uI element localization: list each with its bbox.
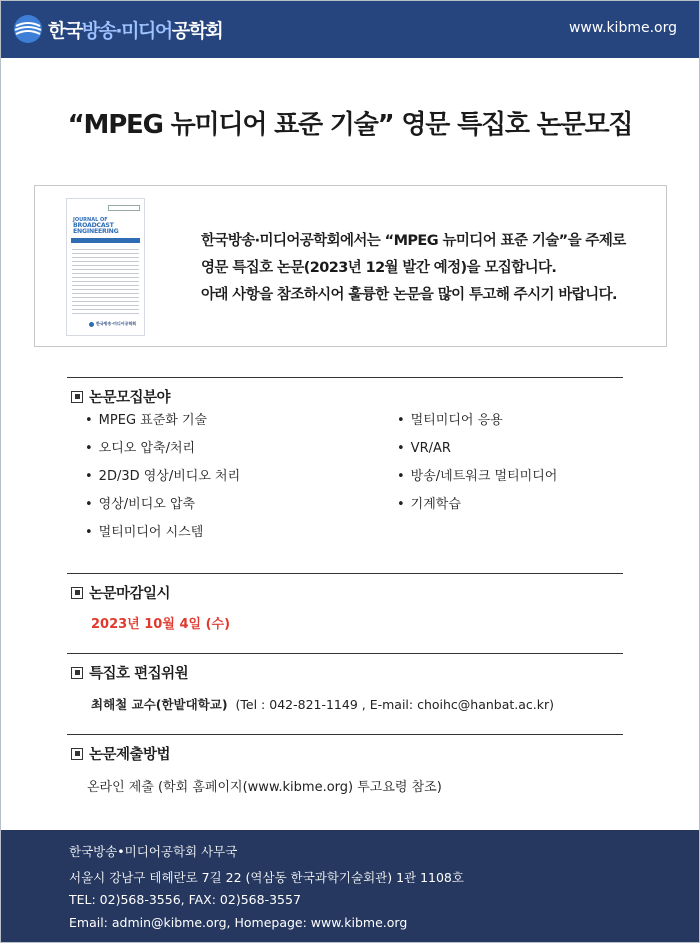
section-heading-label: 논문제출방법 <box>89 747 171 763</box>
editor-contact[interactable]: (Tel : 042-821-1149 , E-mail: choihc@hanbat.ac.kr) <box>235 697 555 712</box>
section-heading <box>67 662 623 683</box>
section-heading <box>67 743 623 764</box>
square-bullet-icon <box>71 587 83 599</box>
intro-line: 한국방송·미디어공학회에서는 “MPEG 뉴미디어 표준 기술”을 주제로 <box>201 233 626 249</box>
section-heading-label: 논문모집분야 <box>89 390 171 406</box>
society-logo-icon <box>13 14 43 44</box>
journal-contents-lines <box>72 249 139 317</box>
list-item: • 멀티미디어 시스템 <box>85 525 240 553</box>
journal-cover-thumbnail <box>66 198 145 336</box>
section-editor <box>67 653 623 713</box>
list-item: • 오디오 압축/처리 <box>85 441 240 469</box>
section-heading-label: 논문마감일시 <box>89 586 171 602</box>
intro-box <box>34 185 667 347</box>
editor-info <box>91 695 623 713</box>
journal-badge <box>108 205 140 211</box>
footer-org: 한국방송•미디어공학회 사무국 <box>69 844 238 859</box>
section-deadline <box>67 573 623 632</box>
journal-logo-icon <box>89 322 94 327</box>
field-list <box>67 413 623 553</box>
field-list-left <box>85 413 240 553</box>
page-title: “MPEG 뉴미디어 표준 기술” 영문 특집호 논문모집 <box>67 110 633 140</box>
submission-method: 온라인 제출 (학회 홈페이지(www.kibme.org) 투고요령 참조) <box>87 780 442 795</box>
square-bullet-icon <box>71 391 83 403</box>
section-heading <box>67 386 623 407</box>
section-fields <box>67 377 623 553</box>
list-item: • VR/AR <box>397 441 557 469</box>
site-url[interactable]: www.kibme.org <box>568 20 677 36</box>
footer-phone: TEL: 02)568-3556, FAX: 02)568-3557 <box>69 892 301 907</box>
section-divider <box>67 734 623 735</box>
section-divider <box>67 573 623 574</box>
section-divider <box>67 653 623 654</box>
list-item: • 기계학습 <box>397 497 557 525</box>
footer-contact[interactable]: Email: admin@kibme.org, Homepage: www.kibme.org <box>69 915 408 930</box>
square-bullet-icon <box>71 667 83 679</box>
section-divider <box>67 377 623 378</box>
journal-logo: 한국방송·미디어공학회 <box>89 321 136 327</box>
square-bullet-icon <box>71 748 83 760</box>
footer <box>1 830 699 942</box>
journal-title: JOURNAL OF BROADCAST ENGINEERING <box>73 217 119 235</box>
field-list-right <box>397 413 557 525</box>
list-item: • MPEG 표준화 기술 <box>85 413 240 441</box>
section-heading <box>67 582 623 603</box>
header-bar <box>1 1 699 58</box>
society-logo[interactable] <box>13 14 222 44</box>
intro-line: 영문 특집호 논문(2023년 12월 발간 예정)을 모집합니다. <box>201 260 557 276</box>
section-submission <box>67 734 623 795</box>
editor-name: 최해철 교수(한밭대학교) <box>91 697 228 712</box>
journal-band <box>71 238 140 243</box>
list-item: • 멀티미디어 응용 <box>397 413 557 441</box>
list-item: • 방송/네트워크 멀티미디어 <box>397 469 557 497</box>
list-item: • 2D/3D 영상/비디오 처리 <box>85 469 240 497</box>
intro-text <box>201 228 671 309</box>
list-item: • 영상/비디오 압축 <box>85 497 240 525</box>
section-heading-label: 특집호 편집위원 <box>89 666 189 682</box>
society-logo-text: 한국방송·미디어공학회 <box>48 19 223 42</box>
footer-address: 서울시 강남구 테헤란로 7길 22 (역삼동 한국과학기술회관) 1관 1108호 <box>69 870 464 885</box>
intro-line: 아래 사항을 참조하시어 훌륭한 논문을 많이 투고해 주시기 바랍니다. <box>201 287 617 303</box>
deadline-date: 2023년 10월 4일 (수) <box>91 617 231 632</box>
